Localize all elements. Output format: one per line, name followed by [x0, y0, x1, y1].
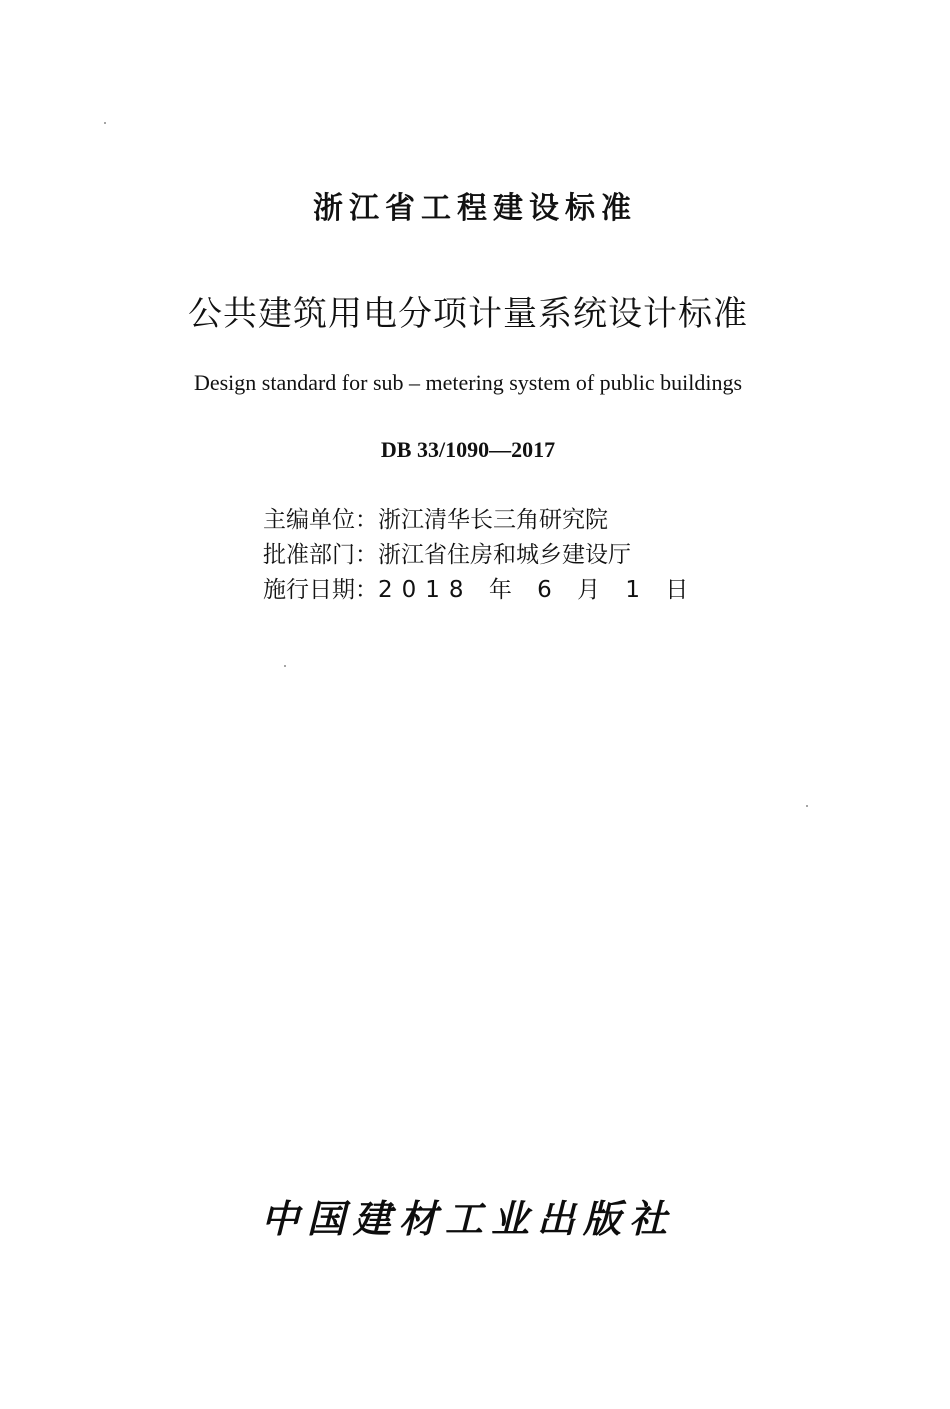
- english-title: Design standard for sub – metering system of public buildings: [193, 370, 743, 395]
- scan-speck: [806, 805, 808, 807]
- info-block: [263, 503, 723, 608]
- info-row-editor: [263, 503, 723, 538]
- series-title: 浙江省工程建设标准: [313, 191, 637, 226]
- standard-code: DB 33/1090—2017: [380, 437, 556, 462]
- publisher-name: 中国建材工业出版社: [260, 1196, 675, 1241]
- info-value: 浙江省住房和城乡建设厅: [378, 542, 631, 568]
- info-label: 批准部门：: [263, 542, 378, 568]
- info-value: 浙江清华长三角研究院: [378, 507, 608, 533]
- info-label: 主编单位：: [263, 507, 378, 533]
- info-label: 施行日期：: [263, 577, 378, 603]
- info-value: 2018 年 6 月 1 日: [378, 577, 698, 603]
- main-title: 公共建筑用电分项计量系统设计标准: [188, 294, 748, 334]
- info-row-approver: [263, 538, 723, 573]
- info-row-effective-date: [263, 573, 723, 608]
- scan-speck: [284, 665, 286, 667]
- scan-speck: [104, 122, 106, 124]
